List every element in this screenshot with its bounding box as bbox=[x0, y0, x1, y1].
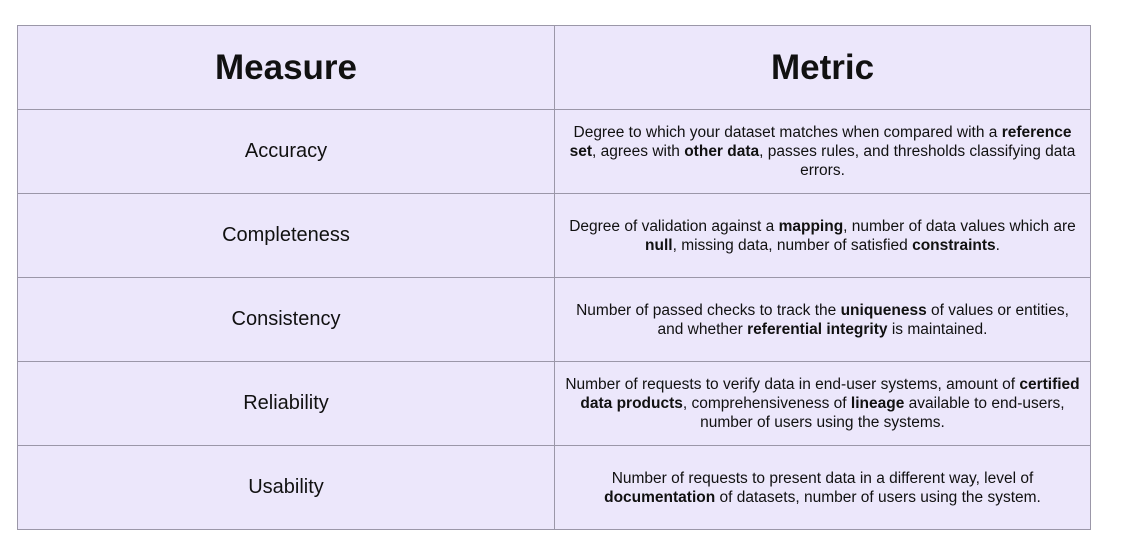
metric-text: available to end-users, number of users using the systems. bbox=[700, 395, 1065, 431]
metric-text: , agrees with bbox=[592, 143, 685, 160]
measure-cell: Reliability bbox=[18, 362, 555, 446]
metric-text: of datasets, number of users using the system. bbox=[715, 488, 1041, 506]
metric-emphasis: certified data products bbox=[580, 376, 1080, 412]
table-row bbox=[18, 110, 1091, 194]
measures-table bbox=[17, 25, 1091, 530]
metric-text: is maintained. bbox=[887, 320, 988, 338]
table-row bbox=[18, 194, 1091, 278]
metric-text: , passes rules, and thresholds classifying data errors. bbox=[759, 143, 1076, 179]
metric-emphasis: reference set bbox=[569, 124, 1072, 160]
metric-emphasis: documentation bbox=[604, 488, 716, 506]
metric-text: , comprehensiveness of bbox=[682, 395, 851, 412]
metric-emphasis: lineage bbox=[850, 395, 905, 412]
metric-emphasis: mapping bbox=[778, 217, 844, 235]
metric-text: Number of passed checks to track the bbox=[576, 301, 841, 319]
header-measure: Measure bbox=[18, 26, 555, 110]
metric-text: , number of data values which are bbox=[843, 217, 1076, 235]
metric-emphasis: constraints bbox=[912, 236, 996, 254]
table-row bbox=[18, 362, 1091, 446]
metric-cell bbox=[555, 446, 1091, 530]
metric-emphasis: other data bbox=[684, 143, 760, 160]
metric-cell bbox=[555, 278, 1091, 362]
metric-text: Degree of validation against a bbox=[569, 217, 779, 235]
measure-cell: Consistency bbox=[18, 278, 555, 362]
metric-text: Number of requests to present data in a different way, level of bbox=[611, 469, 1034, 487]
metric-emphasis: uniqueness bbox=[840, 301, 927, 319]
measure-cell: Accuracy bbox=[18, 110, 555, 194]
metric-emphasis: null bbox=[645, 236, 673, 254]
table-row bbox=[18, 446, 1091, 530]
metric-cell bbox=[555, 362, 1091, 446]
table-row bbox=[18, 278, 1091, 362]
header-metric: Metric bbox=[555, 26, 1091, 110]
metric-emphasis: referential integrity bbox=[747, 320, 888, 338]
measure-cell: Completeness bbox=[18, 194, 555, 278]
metric-text: of values or entities, and whether bbox=[657, 301, 1069, 338]
metric-cell bbox=[555, 110, 1091, 194]
metric-cell bbox=[555, 194, 1091, 278]
metric-text: , missing data, number of satisfied bbox=[672, 236, 913, 254]
metric-text: Degree to which your dataset matches when compared with a bbox=[573, 124, 1002, 141]
header-row bbox=[18, 26, 1091, 110]
metric-text: Number of requests to verify data in end-user systems, amount of bbox=[565, 376, 1020, 393]
measure-cell: Usability bbox=[18, 446, 555, 530]
metric-text: . bbox=[995, 236, 1000, 254]
